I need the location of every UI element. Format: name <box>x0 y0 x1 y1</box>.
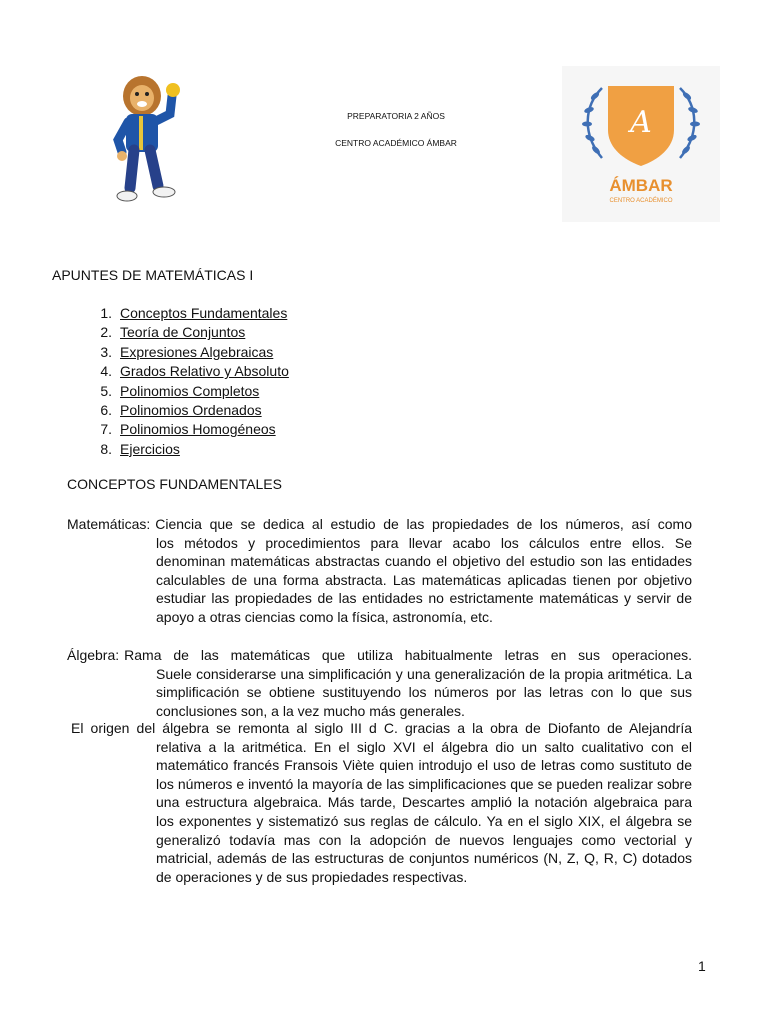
document-title: APUNTES DE MATEMÁTICAS I <box>52 267 254 283</box>
definition-body: los métodos y procedimientos para llevar acabo los cálculos entre ellos. Se denominan matemáticas abstractas cuando el objetivo del estudio son las entidades calculables de una forma abstracta. Las matemáticas aplicadas tienen por objetivo estudiar las propiedades de las entidades no estrictamente matemáticas y servir de apoyo a otras ciencias como la física, astronomía, etc. <box>156 534 692 625</box>
toc-item <box>88 304 289 323</box>
toc-item-number: 7. <box>100 421 112 438</box>
toc-link[interactable]: Teoría de Conjuntos <box>120 324 246 341</box>
toc-item <box>88 343 289 362</box>
toc-link[interactable]: Conceptos Fundamentales <box>120 305 288 321</box>
toc-link[interactable]: Polinomios Ordenados <box>120 402 262 419</box>
mascot-image <box>108 70 188 210</box>
toc-item-number: 2. <box>100 324 112 341</box>
table-of-contents <box>88 304 289 459</box>
svg-text:ÁMBAR: ÁMBAR <box>609 176 673 195</box>
algebra-history-paragraph <box>67 719 692 886</box>
toc-link[interactable]: Polinomios Completos <box>120 382 260 399</box>
toc-link[interactable]: Ejercicios <box>120 440 180 457</box>
toc-item <box>88 362 289 381</box>
toc-link[interactable]: Grados Relativo y Absoluto <box>120 363 289 380</box>
section-heading: CONCEPTOS FUNDAMENTALES <box>67 476 282 492</box>
definition-algebra <box>67 646 692 720</box>
toc-item <box>88 420 289 439</box>
toc-item <box>88 323 289 342</box>
definition-body: Suele considerarse una simplificación y una generalización de la propia aritmética. La simplificación se obtiene sustituyendo los números por las letras con lo que sus conclusiones son, a la vez mucho más generales. <box>156 665 692 719</box>
history-first-line: El origen del álgebra se remonta al siglo III d C. gracias a la obra de Diofanto de Alejandría <box>71 720 692 736</box>
svg-text:CENTRO ACADÉMICO: CENTRO ACADÉMICO <box>609 198 673 204</box>
toc-link[interactable]: Polinomios Homogéneos <box>120 421 276 438</box>
definition-matematicas <box>67 515 692 627</box>
toc-link[interactable]: Expresiones Algebraicas <box>120 343 274 360</box>
history-body: relativa a la aritmética. En el siglo XVI el álgebra dio un salto cualitativo con el matemático francés Fransois Viète quien introdujo el uso de letras como sustituto de los números e inventó la mayoría de las simplificaciones que se pueden realizar sobre una estructura algebraica. Más tarde, Descartes amplió la notación algebraica para los exponentes y sistematizó sus reglas de cálculo. Ya en el siglo XIX, el álgebra se generalizó todavía mas con la adopción de nuevos lenguajes como vectorial y matricial, además de las estructuras de conjuntos numéricos (N, Z, Q, R, C) dotados de operaciones y de sus propiedades respectivas. <box>156 738 692 885</box>
toc-item <box>88 382 289 401</box>
page-number: 1 <box>698 958 706 974</box>
toc-item-number: 6. <box>100 402 112 419</box>
toc-item <box>88 401 289 420</box>
term-algebra: Álgebra: <box>67 647 120 663</box>
definition-first-line: Rama de las matemáticas que utiliza habitualmente letras en sus operaciones. <box>124 647 692 663</box>
toc-item-number: 4. <box>100 363 112 380</box>
school-name-line: CENTRO ACADÉMICO ÁMBAR <box>335 138 457 148</box>
school-program-line: PREPARATORIA 2 AÑOS <box>347 111 445 121</box>
term-matematicas: Matemáticas: <box>67 516 151 532</box>
toc-item-number: 8. <box>100 440 112 457</box>
toc-item-number: 5. <box>100 382 112 399</box>
toc-item <box>88 440 289 459</box>
svg-text:A: A <box>630 105 652 140</box>
toc-item-number: 1. <box>100 305 112 321</box>
definition-first-line: Ciencia que se dedica al estudio de las propiedades de los números, así como <box>155 516 692 532</box>
ambar-logo <box>562 66 720 222</box>
toc-item-number: 3. <box>100 343 112 360</box>
